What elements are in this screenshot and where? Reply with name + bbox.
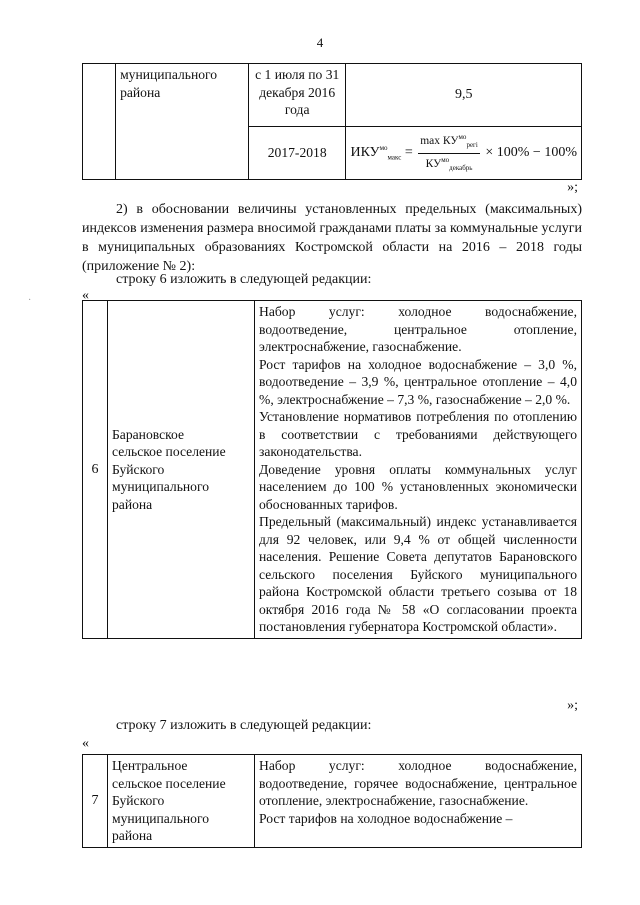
page-number: 4 <box>316 35 324 50</box>
formula-lhs: ИКУ <box>350 145 380 161</box>
formula-numerator <box>418 131 480 153</box>
table-cell-municipality <box>116 64 249 180</box>
index-formula <box>346 127 582 180</box>
desc-max-index: Предельный (максимальный) индекс устанавливается для 92 человек, или 9,4 % от общей численности населения. Решение Совета депутатов Барановского сельского поселения Буйского муниципального района Костромской области третьего созыва от 18 октября 2016 года № 58 «О согласовании проекта постановления губернатора Костромской области». <box>259 514 577 634</box>
municipality-line: района <box>120 84 161 100</box>
desc-services: Набор услуг: холодное водоснабжение, водоотведение, центральное отопление, электроснабжение, газоснабжение. <box>259 304 577 354</box>
formula-sub: макс <box>387 154 402 163</box>
denominator-sup: мо <box>441 155 450 164</box>
desc-payment-level: Доведение уровня оплаты коммунальных услуг населением до 100 % установленных экономически обоснованных тарифов. <box>259 461 577 512</box>
row-number: 6 <box>83 301 108 639</box>
denominator-sub: декабрь <box>449 163 473 172</box>
numerator-sub: регі <box>466 141 478 150</box>
municipality-line: муниципального <box>120 67 218 82</box>
settlement-name-line: сельское поселение <box>112 775 226 791</box>
formula-equals: = <box>404 145 413 161</box>
formula-sup: мо <box>379 144 388 153</box>
row-description <box>255 755 582 848</box>
table-cell-period: с 1 июля по 31 декабря 2016 года <box>248 64 346 127</box>
denominator-text: КУ <box>425 157 442 170</box>
settlement-name-line: Барановское <box>112 426 185 442</box>
row-7-table <box>82 754 582 848</box>
settlement-name-line: муниципального <box>112 479 210 494</box>
settlement-name-line: сельское поселение <box>112 444 226 459</box>
formula-fraction <box>418 131 480 174</box>
paragraph-2: 2) в обосновании величины установленных предельных (максимальных) индексов изменения размера вносимой гражданами платы за коммунальные услуги в муниципальных образованиях Костромской области на 2016 – 2018 годы (приложение № 2): <box>82 202 582 274</box>
settlement-name-line: района <box>112 496 153 512</box>
numerator-sup: мо <box>458 133 467 142</box>
desc-tariff-growth: Рост тарифов на холодное водоснабжение – <box>259 810 513 826</box>
settlement-name-line: Центральное <box>112 758 188 773</box>
opening-quote: « <box>82 736 89 751</box>
row-number: 7 <box>83 755 108 848</box>
desc-tariff-growth: Рост тарифов на холодное водоснабжение – 3,0 %, водоотведение – 3,9 %, центральное отопление – 4,0 %, электроснабжение – 7,3 %, газоснабжение – 2,0 %. <box>259 356 577 407</box>
settlement-name-line: Буйского <box>112 461 165 477</box>
desc-norms: Установление нормативов потребления по отоплению в соответствии с требованиями действующего законодательства. <box>259 409 577 459</box>
closing-quote: »; <box>567 180 578 195</box>
settlement-name-line: Буйского <box>112 793 165 808</box>
table-cell-value: 9,5 <box>346 64 582 127</box>
desc-services: Набор услуг: холодное водоснабжение, водоотведение, горячее водоснабжение, центральное отопление, электроснабжение, газоснабжение. <box>259 758 577 808</box>
settlement-name <box>108 301 255 639</box>
settlement-name-line: муниципального <box>112 810 210 826</box>
closing-quote: »; <box>567 698 578 713</box>
formula-denominator <box>418 154 480 175</box>
indices-table-continuation <box>82 63 582 180</box>
formula-tail: × 100% − 100% <box>485 145 577 161</box>
settlement-name-line: района <box>112 828 153 843</box>
table-cell-number <box>83 64 116 180</box>
numerator-text: max КУ <box>420 135 459 148</box>
margin-mark: · <box>28 295 32 306</box>
row-description <box>255 301 582 639</box>
opening-quote: « <box>82 288 89 303</box>
table-cell-period: 2017-2018 <box>248 127 346 180</box>
instruction-row-6: строку 6 изложить в следующей редакции: <box>116 272 372 287</box>
row-6-table <box>82 300 582 639</box>
instruction-row-7: строку 7 изложить в следующей редакции: <box>116 718 372 733</box>
settlement-name <box>108 755 255 848</box>
